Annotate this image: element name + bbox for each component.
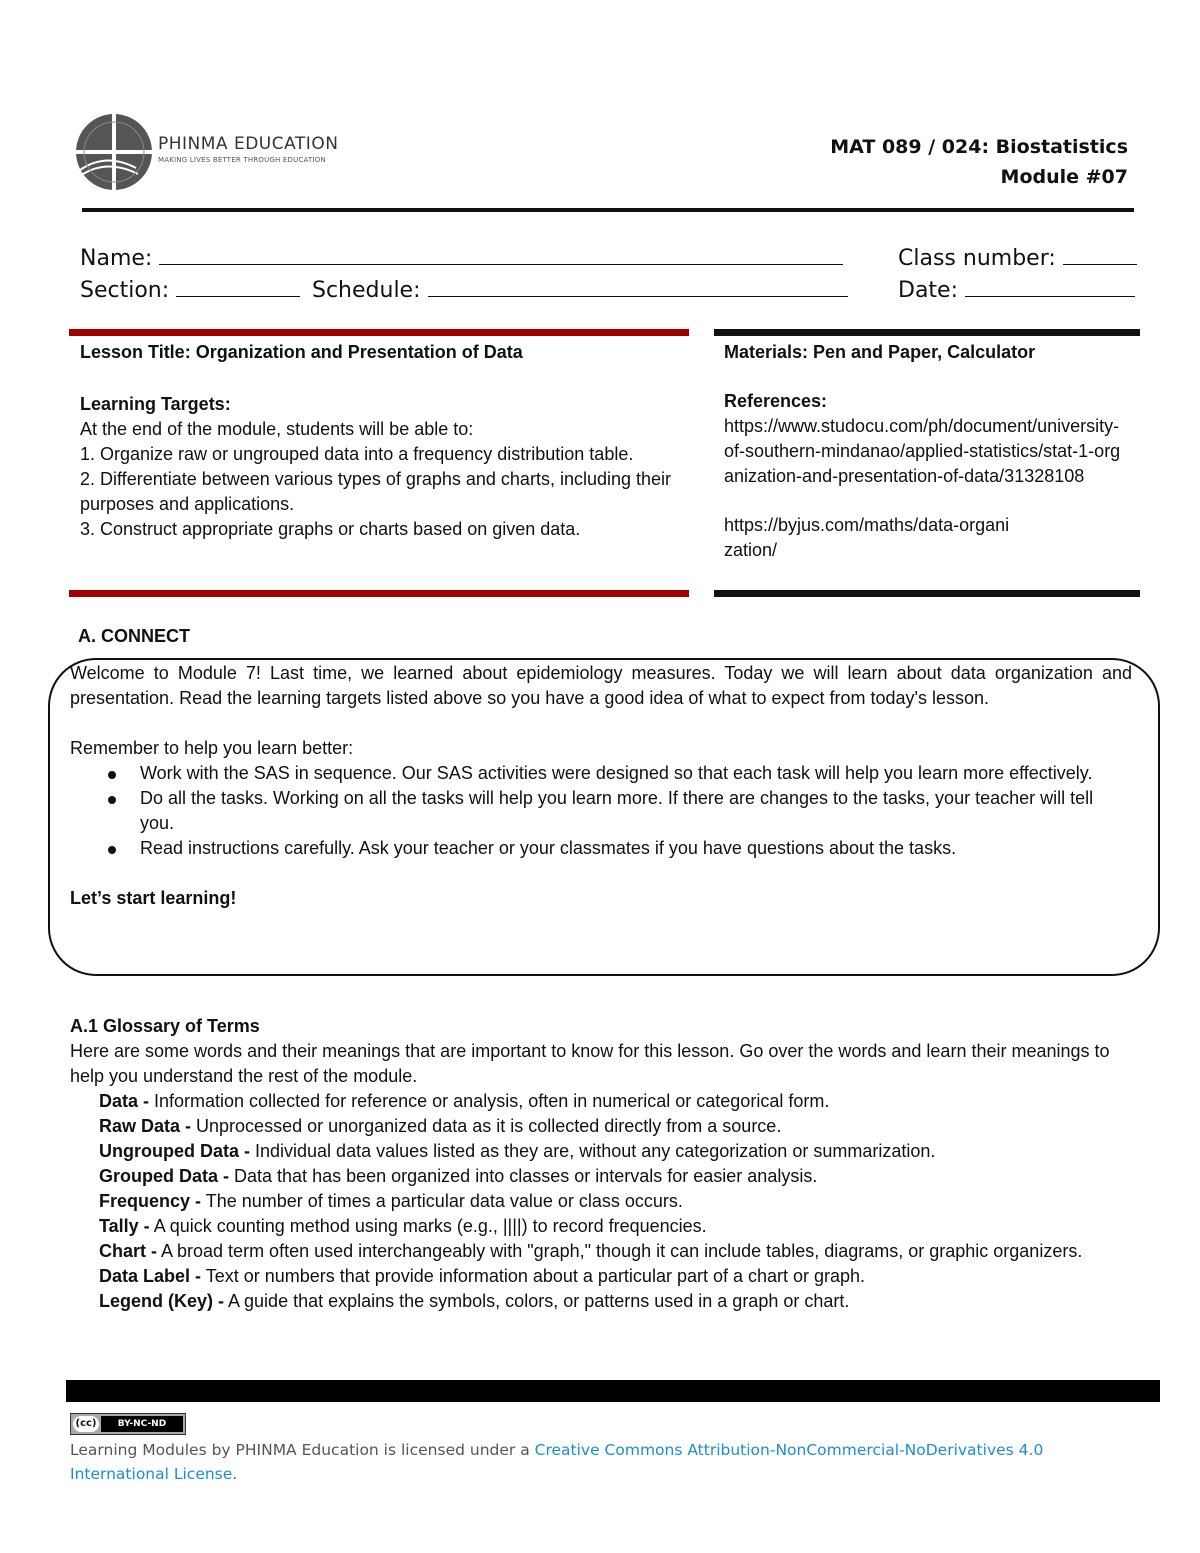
glossary-term: Grouped Data - (99, 1166, 230, 1186)
glossary-item (70, 1264, 1132, 1289)
license-end: . (232, 1465, 238, 1483)
name-field[interactable] (80, 244, 843, 271)
name-line[interactable] (159, 244, 843, 265)
license-link[interactable]: Creative Commons Attribution-NonCommercial-NoDerivatives 4.0 International License (70, 1441, 1044, 1483)
glossary-term: Data - (99, 1091, 150, 1111)
glossary-term: Legend (Key) - (99, 1291, 225, 1311)
glossary-intro: Here are some words and their meanings that are important to know for this lesson. Go over the words and learn their meanings to help you understand the rest of the module. (70, 1041, 1110, 1086)
cc-badge-label: (cc) (73, 1416, 99, 1432)
connect-heading: A. CONNECT (78, 626, 190, 646)
lesson-box-top-rule (69, 329, 689, 336)
glossary-item (70, 1164, 1132, 1189)
schedule-field[interactable] (312, 276, 848, 303)
materials-box (724, 340, 1128, 563)
materials-box-bottom-rule (714, 590, 1140, 597)
class-number-line[interactable] (1063, 244, 1137, 265)
glossary-term: Frequency - (99, 1191, 202, 1211)
glossary-definition: A quick counting method using marks (e.g., ||||) to record frequencies. (149, 1216, 707, 1236)
reference-link-1[interactable]: https://www.studocu.com/ph/document/university-of-southern-mindanao/applied-statistics/stat-1-organization-and-presentation-of-data/31328108 (724, 416, 1121, 486)
date-line[interactable] (965, 276, 1135, 297)
learning-target: 2. Differentiate between various types of graphs and charts, including their purposes and applications. (80, 469, 672, 514)
glossary-item (70, 1189, 1132, 1214)
connect-bullets (70, 761, 1132, 861)
license-note (70, 1438, 1130, 1486)
lesson-box-bottom-rule (69, 590, 689, 597)
connect-content (70, 661, 1132, 911)
glossary-definition: Data that has been organized into classes or intervals for easier analysis. (229, 1166, 818, 1186)
date-label: Date: (898, 278, 958, 303)
connect-bullet: Work with the SAS in sequence. Our SAS activities were designed so that each task will help you learn more effectively. (140, 761, 1132, 786)
schedule-label: Schedule: (312, 278, 421, 303)
connect-bullet: Read instructions carefully. Ask your teacher or your classmates if you have questions about the tasks. (140, 836, 1132, 861)
module-number: Module #07 (1000, 166, 1128, 188)
logo-tagline: MAKING LIVES BETTER THROUGH EDUCATION (158, 156, 326, 164)
glossary-item (70, 1114, 1132, 1139)
connect-closing: Let’s start learning! (70, 888, 237, 908)
glossary-item (70, 1239, 1132, 1264)
footer-bar (66, 1380, 1160, 1402)
cc-license-badge[interactable] (70, 1413, 186, 1435)
class-number-label: Class number: (898, 246, 1056, 271)
course-title: MAT 089 / 024: Biostatistics (830, 136, 1128, 158)
glossary-term: Chart - (99, 1241, 157, 1261)
glossary-item (70, 1089, 1132, 1114)
course-header (830, 132, 1128, 192)
glossary-heading: A.1 Glossary of Terms (70, 1016, 260, 1036)
learning-targets-heading: Learning Targets: (80, 394, 231, 414)
section-line[interactable] (176, 276, 300, 297)
materials-label: Materials: Pen and Paper, Calculator (724, 342, 1036, 362)
cc-badge-license: BY-NC-ND (101, 1416, 183, 1432)
lesson-box (80, 340, 680, 542)
glossary-definition: A guide that explains the symbols, colors, or patterns used in a graph or chart. (224, 1291, 850, 1311)
section-label: Section: (80, 278, 170, 303)
learning-target: 1. Organize raw or ungrouped data into a frequency distribution table. (80, 444, 634, 464)
glossary-term: Ungrouped Data - (99, 1141, 250, 1161)
glossary-section (70, 1014, 1132, 1314)
glossary-term: Raw Data - (99, 1116, 192, 1136)
date-field[interactable] (898, 276, 1135, 303)
glossary-definition: Individual data values listed as they are, without any categorization or summarization. (250, 1141, 936, 1161)
glossary-definition: The number of times a particular data value or class occurs. (201, 1191, 683, 1211)
glossary-item (70, 1139, 1132, 1164)
name-label: Name: (80, 246, 153, 271)
glossary-item (70, 1289, 1132, 1314)
glossary-term: Tally - (99, 1216, 150, 1236)
glossary-definition: Unprocessed or unorganized data as it is collected directly from a source. (191, 1116, 782, 1136)
lesson-title: Lesson Title: Organization and Presentation of Data (80, 342, 523, 362)
glossary-definition: Information collected for reference or analysis, often in numerical or categorical form. (149, 1091, 830, 1111)
license-text: Learning Modules by PHINMA Education is licensed under a (70, 1441, 535, 1459)
materials-box-top-rule (714, 329, 1140, 336)
learning-targets-intro: At the end of the module, students will be able to: (80, 419, 474, 439)
glossary-term: Data Label - (99, 1266, 202, 1286)
logo-name: PHINMA EDUCATION (158, 134, 339, 154)
glossary-definition: Text or numbers that provide information about a particular part of a chart or graph. (201, 1266, 866, 1286)
learning-target: 3. Construct appropriate graphs or charts based on given data. (80, 519, 581, 539)
glossary-item (70, 1214, 1132, 1239)
connect-bullet: Do all the tasks. Working on all the tasks will help you learn more. If there are changes to the tasks, your teacher will tell you. (140, 786, 1132, 836)
references-heading: References: (724, 391, 828, 411)
schedule-line[interactable] (428, 276, 848, 297)
glossary-definition: A broad term often used interchangeably with "graph," though it can include tables, diagrams, or graphic organizers. (157, 1241, 1083, 1261)
connect-welcome: Welcome to Module 7! Last time, we learned about epidemiology measures. Today we will learn about data organization and presentation. Read the learning targets listed above so you have a good idea of what to expect from today's lesson. (70, 663, 1132, 708)
class-number-field[interactable] (898, 244, 1137, 271)
reference-link-2[interactable]: https://byjus.com/maths/data-organization/ (724, 515, 1010, 560)
section-field[interactable] (80, 276, 300, 303)
connect-remember: Remember to help you learn better: (70, 738, 354, 758)
header-rule (82, 208, 1134, 212)
